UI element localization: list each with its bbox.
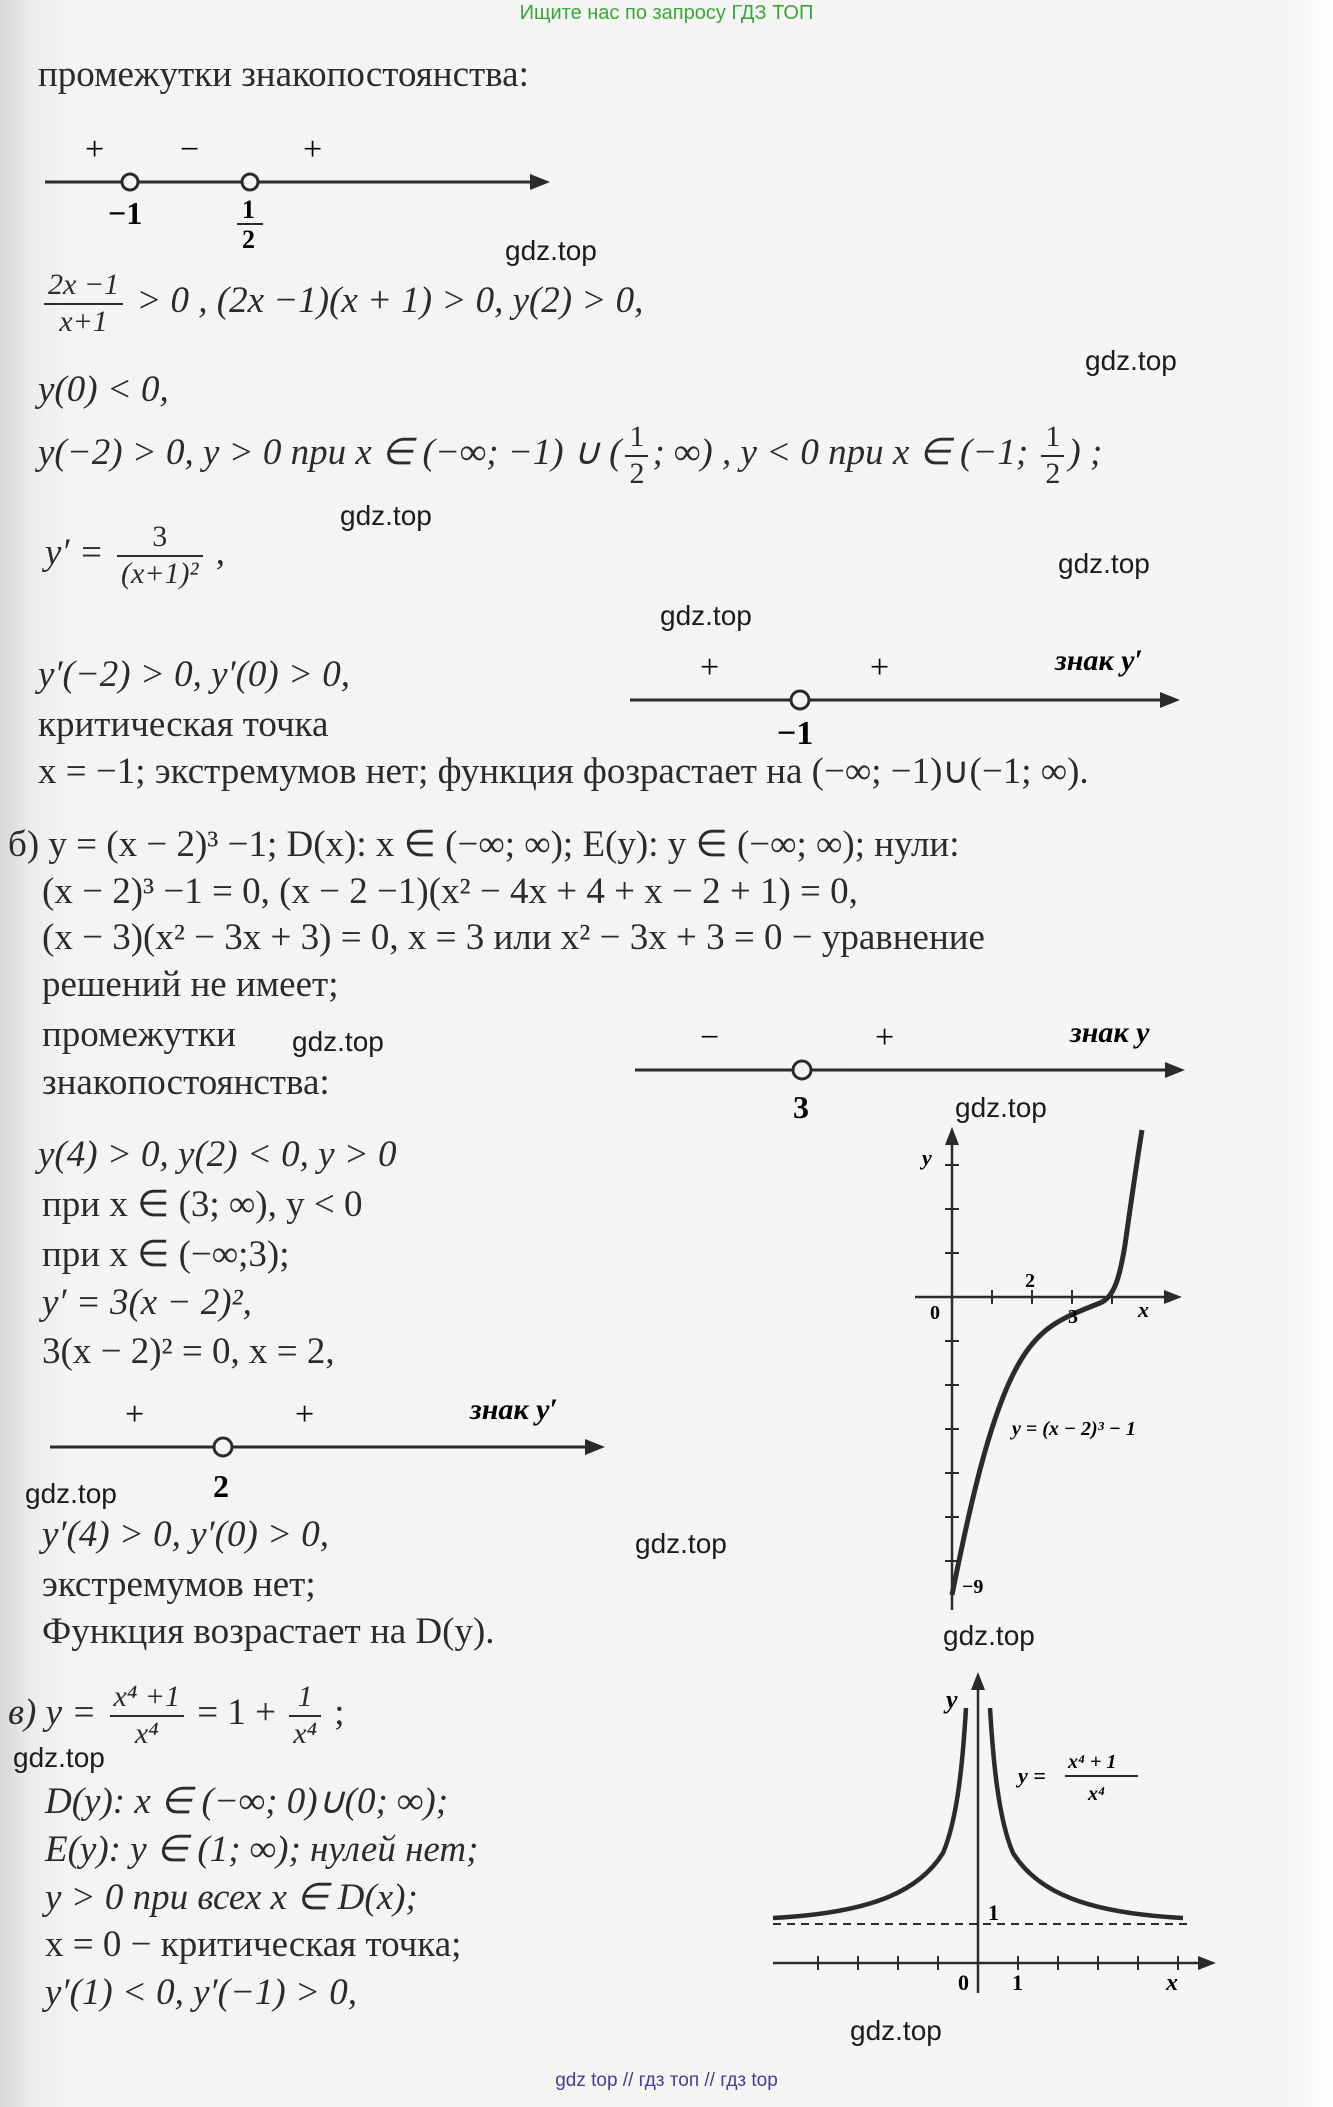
number-line-sign-derivative [625, 640, 1195, 760]
point-label: 3 [793, 1089, 809, 1125]
point-label: 2 [213, 1468, 229, 1504]
part-b-line-2: (x − 2)³ −1 = 0, (x − 2 −1)(x² − 4x + 4 + x − 2 + 1) = 0, [42, 871, 858, 912]
sign-plus: + [875, 1019, 895, 1056]
point-label: −1 [777, 715, 814, 752]
part-c-line-2: D(y): x ∈ (−∞; 0)∪(0; ∞); [45, 1781, 449, 1822]
number-line-sign-derivative-b [45, 1385, 620, 1515]
derivative-line: y′ = $\frac{3}{\text{(x+1)²}}$ , [45, 520, 226, 590]
part-b-line-12: y′(4) > 0, y′(0) > 0, [42, 1514, 330, 1555]
x-axis-label: x [1166, 1970, 1178, 1996]
derivative-values: y′(−2) > 0, y′(0) > 0, [38, 654, 350, 695]
sign-plus: + [700, 649, 720, 686]
sign-intervals-line: y(−2) > 0, y > 0 при x ∈ (−∞; −1) ∪ ( $\frac{1}{2}$ ; ∞) , y < 0 при x ∈ (−1; $\frac{1}{2}$ ) ; [38, 420, 1103, 490]
watermark: gdz.top [660, 600, 752, 631]
part-c-line-3: E(y): y ∈ (1; ∞); нулей нет; [45, 1829, 479, 1870]
y0-line: y(0) < 0, [38, 369, 169, 410]
sign-plus: + [125, 1396, 145, 1433]
part-b-line-10: y′ = 3(x − 2)², [42, 1282, 252, 1323]
part-b-line-14: Функция возрастает на D(y). [42, 1611, 495, 1652]
formula-lhs: y = [1018, 1763, 1046, 1788]
formula-num: x⁴ + 1 [1068, 1751, 1117, 1773]
part-b-line-13: экстремумов нет; [42, 1564, 316, 1605]
x-axis-label: x [1138, 1297, 1149, 1322]
part-b-line-5: промежутки [42, 1014, 236, 1055]
point-frac-num: 1 [242, 195, 255, 224]
conclusion-line: x = −1; экстремумов нет; функция фозрастает на (−∞; −1)∪(−1; ∞). [38, 751, 1089, 792]
top-search-hint[interactable]: Ищите нас по запросу ГДЗ ТОП [519, 2, 814, 24]
watermark: gdz.top [943, 1620, 1035, 1651]
tick-minus9-label: −9 [962, 1576, 984, 1598]
watermark: gdz.top [25, 1478, 117, 1509]
tick-2-label: 2 [1025, 1270, 1035, 1292]
sign-label: знак y [1070, 1016, 1150, 1049]
formula-den: x⁴ [1088, 1783, 1105, 1805]
sign-plus: + [303, 131, 323, 168]
part-b-line-11: 3(x − 2)² = 0, x = 2, [42, 1331, 335, 1372]
watermark: gdz.top [292, 1026, 384, 1057]
part-c-line-4: y > 0 при всех x ∈ D(x); [45, 1877, 418, 1918]
part-b-line-7: y(4) > 0, y(2) < 0, y > 0 [38, 1134, 397, 1175]
intervals-label: промежутки знакопостоянства: [38, 54, 529, 95]
point-frac-den: 2 [242, 225, 255, 254]
watermark: gdz.top [850, 2015, 942, 2046]
part-c-line-6: y′(1) < 0, y′(−1) > 0, [45, 1972, 357, 2013]
tick-1y-label: 1 [988, 1900, 999, 1925]
part-b-line-1: б) y = (x − 2)³ −1; D(x): x ∈ (−∞; ∞); E(y): y ∈ (−∞; ∞); нули: [8, 824, 960, 865]
watermark: gdz.top [955, 1092, 1047, 1123]
formula-label: y = (x − 2)³ − 1 [1012, 1418, 1136, 1440]
inequality-fraction: $\frac{2x -1}{x+1}$ [44, 268, 123, 339]
critical-point-label: критическая точка [38, 704, 329, 745]
sign-plus: + [295, 1396, 315, 1433]
origin-label: 0 [958, 1970, 969, 1995]
sign-plus: + [85, 131, 105, 168]
sign-label: знак y′ [470, 1393, 558, 1426]
tick-3-label: 3 [1068, 1306, 1078, 1328]
sign-minus: − [180, 131, 200, 168]
sign-minus: − [700, 1019, 720, 1056]
part-b-line-4: решений не имеет; [42, 964, 339, 1005]
point-label: −1 [108, 195, 143, 231]
part-b-line-3: (x − 3)(x² − 3x + 3) = 0, x = 3 или x² − 3x + 3 = 0 − уравнение [42, 917, 985, 958]
y-axis-label: y [946, 1685, 958, 1714]
watermark: gdz.top [635, 1528, 727, 1559]
quartic-graph [768, 1668, 1218, 1998]
tick-1x-label: 1 [1012, 1970, 1023, 1995]
watermark: gdz.top [1058, 548, 1150, 579]
inequality-line: $\frac{2x -1}{x+1}$ > 0 , (2x −1)(x + 1) > 0, y(2) > 0, [40, 268, 643, 339]
watermark: gdz.top [13, 1742, 105, 1773]
cubic-graph [900, 1125, 1200, 1615]
number-line-sign-y [40, 120, 560, 260]
part-b-line-8: при x ∈ (3; ∞), y < 0 [42, 1184, 363, 1225]
y-axis-label: y [922, 1145, 932, 1170]
sign-plus: + [870, 649, 890, 686]
sign-label: знак y′ [1055, 644, 1143, 677]
origin-label: 0 [930, 1302, 940, 1324]
footer-links[interactable]: gdz top // гдз топ // гдз top [555, 2070, 778, 2091]
part-b-line-9: при x ∈ (−∞;3); [42, 1234, 290, 1275]
watermark: gdz.top [505, 235, 597, 266]
watermark: gdz.top [1085, 345, 1177, 376]
number-line-sign-y-b [630, 1010, 1200, 1130]
watermark: gdz.top [340, 500, 432, 531]
part-c-function-line: в) y = $\frac{\text{x⁴ +1}}{\text{x⁴}}$ = 1 + $\frac{1}{\text{x⁴}}$ ; [8, 1680, 345, 1750]
part-c-line-5: x = 0 − критическая точка; [45, 1924, 462, 1965]
part-b-line-6: знакопостоянства: [42, 1062, 330, 1103]
